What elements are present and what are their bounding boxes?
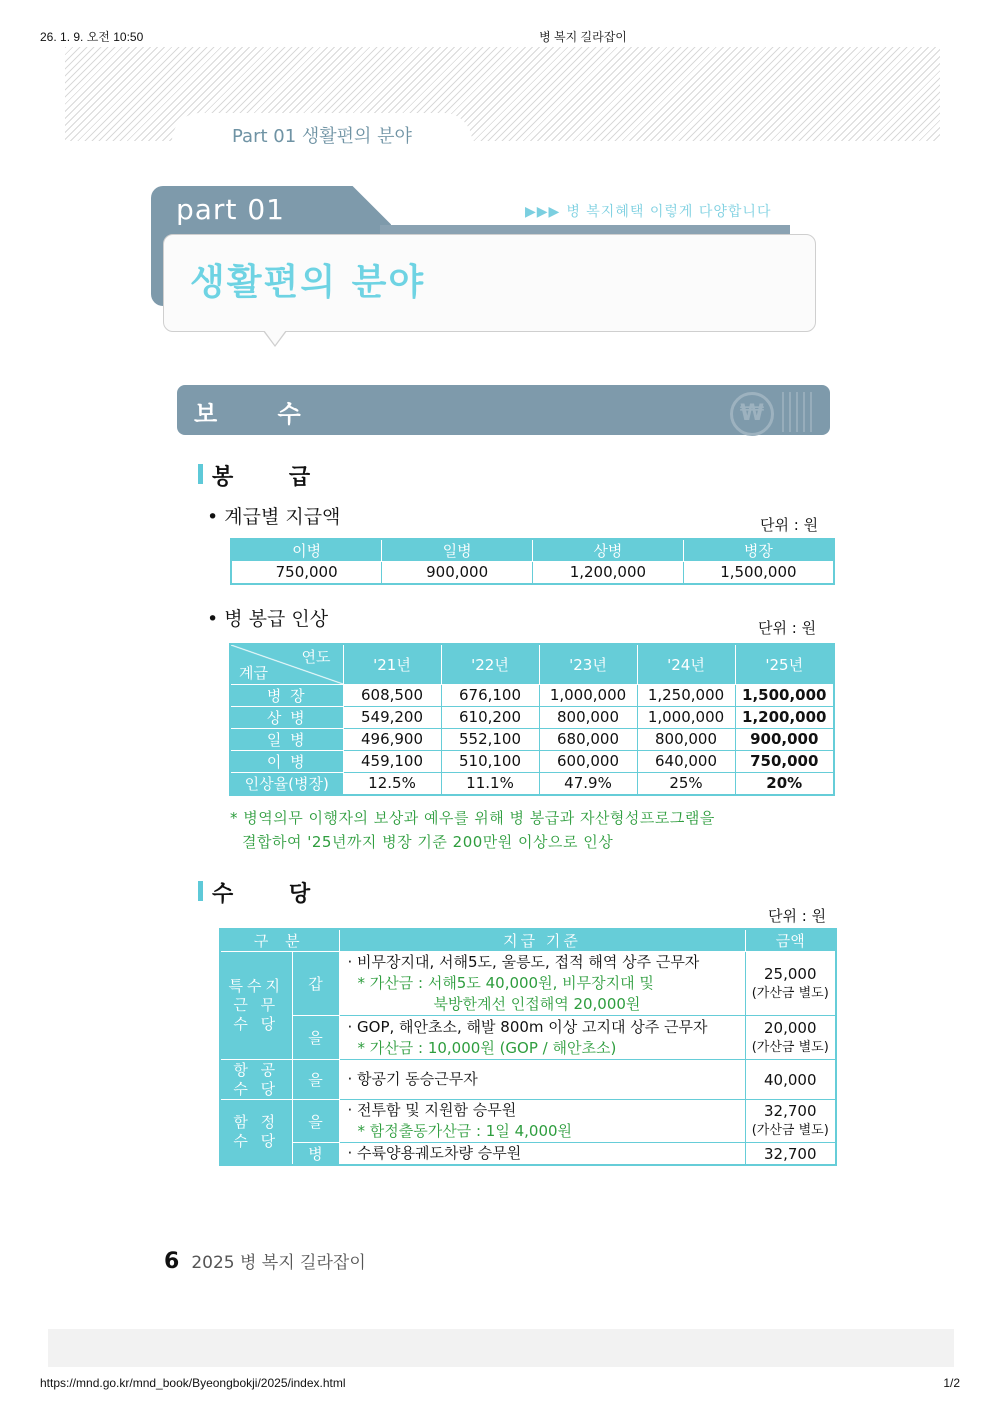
- amount-cell: [745, 1100, 836, 1143]
- allowance-table: [219, 928, 837, 1166]
- allowance-header: 지급 기준: [339, 929, 745, 952]
- table-corner-cell: [230, 644, 343, 684]
- criteria-note: * 가산금 : 서해5도 40,000원, 비무장지대 및: [357, 974, 654, 992]
- row-header: 병 장: [230, 684, 343, 706]
- table-cell: 900,000: [735, 728, 834, 750]
- year-header: '21년: [343, 644, 441, 684]
- allowance-header: 구 분: [220, 929, 339, 952]
- table-cell: 610,200: [441, 706, 539, 728]
- group-line: 수 당: [233, 1132, 280, 1150]
- sub-grade: 을: [292, 1016, 339, 1060]
- sub-grade: 을: [292, 1060, 339, 1100]
- grade-pay-table: [230, 538, 835, 585]
- group-line: 수 당: [233, 1079, 280, 1098]
- arrows-icon: ▶▶▶: [525, 204, 561, 220]
- amount-cell: [745, 1016, 836, 1060]
- allowance-header: 금액: [745, 929, 836, 952]
- row-header: 상 병: [230, 706, 343, 728]
- unit-label-sudang: 단위 : 원: [768, 907, 827, 925]
- table-row: [230, 706, 834, 728]
- table-cell: 1,000,000: [637, 706, 735, 728]
- amount-note: (가산금 별도): [751, 985, 829, 1001]
- group-line: 근 무: [233, 996, 280, 1014]
- print-datetime: 26. 1. 9. 오전 10:50: [40, 30, 144, 44]
- print-footer: [40, 1376, 960, 1392]
- criteria-cell: [339, 952, 745, 1016]
- bullet-raise: • 병 봉급 인상: [207, 608, 329, 630]
- table-cell: 640,000: [637, 750, 735, 772]
- print-page-count: 1/2: [943, 1376, 960, 1390]
- table-cell: 600,000: [539, 750, 637, 772]
- criteria-note: * 함정출동가산금 : 1일 4,000원: [357, 1122, 573, 1140]
- pay-raise-note: [230, 806, 715, 854]
- table-cell: 1,250,000: [637, 684, 735, 706]
- unit-label-grade-pay: 단위 : 원: [760, 516, 819, 534]
- amount-value: 25,000: [764, 964, 817, 983]
- row-header: 이 병: [230, 750, 343, 772]
- year-header: '23년: [539, 644, 637, 684]
- table-cell: 676,100: [441, 684, 539, 706]
- table-cell: 800,000: [637, 728, 735, 750]
- part-label: part 01: [176, 193, 285, 226]
- table-row: [220, 952, 836, 1016]
- criteria-line: · 항공기 동승근무자: [347, 1070, 478, 1088]
- heading-sudang: 수 당: [212, 877, 334, 908]
- table-cell: 496,900: [343, 728, 441, 750]
- amount-value: 32,700: [764, 1102, 817, 1120]
- criteria-cell: [339, 1060, 745, 1100]
- corner-grade-label: 계급: [239, 663, 268, 682]
- group-aviation: [220, 1060, 292, 1100]
- table-cell: 47.9%: [539, 772, 637, 795]
- table-cell: 549,200: [343, 706, 441, 728]
- section-tab-label: Part 01 생활편의 분야: [232, 126, 412, 147]
- year-header: '24년: [637, 644, 735, 684]
- table-cell: 608,500: [343, 684, 441, 706]
- table-cell: 11.1%: [441, 772, 539, 795]
- table-cell: 800,000: [539, 706, 637, 728]
- table-cell: 552,100: [441, 728, 539, 750]
- unit-label-raise: 단위 : 원: [758, 619, 817, 637]
- table-cell: 1,500,000: [735, 684, 834, 706]
- year-header: '22년: [441, 644, 539, 684]
- bottom-band: [48, 1329, 954, 1367]
- grade-header: 이병: [231, 539, 382, 562]
- criteria-line: · 수륙양용궤도차량 승무원: [347, 1144, 522, 1162]
- note-line: * 병역의무 이행자의 보상과 예우를 위해 병 봉급과 자산형성프로그램을: [230, 809, 715, 827]
- criteria-note: 북방한계선 인접해역 20,000원: [433, 995, 641, 1013]
- criteria-line: · 전투함 및 지원함 승무원: [347, 1101, 517, 1119]
- amount-cell: [745, 1143, 836, 1166]
- table-cell: 12.5%: [343, 772, 441, 795]
- page-footer: [164, 1248, 366, 1274]
- bullet-grade-pay: • 계급별 지급액: [207, 506, 341, 528]
- amount-cell: [745, 952, 836, 1016]
- table-cell: 459,100: [343, 750, 441, 772]
- amount-note: (가산금 별도): [751, 1039, 829, 1055]
- amount-value: 20,000: [764, 1018, 817, 1037]
- grade-pay-value: 1,200,000: [533, 562, 684, 584]
- row-header: 인상율(병장): [230, 772, 343, 795]
- group-line: 항 공: [233, 1060, 280, 1079]
- pay-raise-table: [229, 643, 835, 796]
- title-box-tail: [263, 331, 287, 347]
- book-title: 2025 병 복지 길라잡이: [191, 1253, 366, 1273]
- group-special-duty: [220, 952, 292, 1060]
- table-cell: 510,100: [441, 750, 539, 772]
- won-lines-decoration: [782, 392, 812, 432]
- part-subtitle: [525, 201, 771, 221]
- print-header: [40, 28, 960, 44]
- criteria-line: · GOP, 해안초소, 해발 800m 이상 고지대 상주 근무자: [347, 1017, 708, 1036]
- row-header: 일 병: [230, 728, 343, 750]
- table-cell: 1,200,000: [735, 706, 834, 728]
- table-cell: 20%: [735, 772, 834, 795]
- amount-note: (가산금 별도): [751, 1123, 829, 1138]
- sub-grade: 갑: [292, 952, 339, 1016]
- table-row: [230, 772, 834, 795]
- amount-value: 32,700: [764, 1144, 817, 1163]
- group-ship: [220, 1100, 292, 1166]
- grade-header: 상병: [533, 539, 684, 562]
- heading-bonggeup: 봉 급: [212, 460, 334, 491]
- print-url[interactable]: https://mnd.go.kr/mnd_book/Byeongbokji/2025/index.html: [40, 1376, 346, 1390]
- grade-pay-value: 1,500,000: [683, 562, 834, 584]
- table-row: [220, 1060, 836, 1100]
- criteria-cell: [339, 1100, 745, 1143]
- amount-cell: [745, 1060, 836, 1100]
- note-line: 결합하여 '25년까지 병장 기준 200만원 이상으로 인상: [242, 833, 614, 851]
- sub-grade: 병: [292, 1143, 339, 1166]
- corner-year-label: 연도: [301, 648, 331, 666]
- table-row: [230, 728, 834, 750]
- group-line: 수 당: [233, 1015, 280, 1033]
- table-row: [220, 1100, 836, 1143]
- table-cell: 680,000: [539, 728, 637, 750]
- page-title: 생활편의 분야: [190, 262, 426, 303]
- part-subtitle-text: 병 복지혜택 이렇게 다양합니다: [566, 204, 772, 220]
- table-cell: 25%: [637, 772, 735, 795]
- criteria-line: · 비무장지대, 서해5도, 울릉도, 접적 해역 상주 근무자: [347, 953, 700, 971]
- table-row: [220, 1143, 836, 1166]
- year-header: '25년: [735, 644, 834, 684]
- won-icon: ₩: [730, 392, 774, 436]
- table-row: [230, 684, 834, 706]
- grade-header: 일병: [382, 539, 533, 562]
- criteria-note: * 가산금 : 10,000원 (GOP / 해안초소): [357, 1038, 617, 1057]
- table-row: [230, 750, 834, 772]
- criteria-cell: [339, 1016, 745, 1060]
- criteria-cell: [339, 1143, 745, 1166]
- sub-grade: 을: [292, 1100, 339, 1143]
- amount-value: 40,000: [764, 1070, 817, 1089]
- grade-pay-value: 900,000: [382, 562, 533, 584]
- page-number: 6: [164, 1249, 180, 1274]
- grade-header: 병장: [683, 539, 834, 562]
- print-doc-title: 병 복지 길라잡이: [539, 30, 627, 44]
- group-line: 함 정: [233, 1113, 280, 1131]
- table-cell: 1,000,000: [539, 684, 637, 706]
- table-row: [220, 1016, 836, 1060]
- section-title-bosu: 보 수: [194, 400, 327, 428]
- group-line: 특수지: [228, 977, 284, 995]
- grade-pay-value: 750,000: [231, 562, 382, 584]
- table-cell: 750,000: [735, 750, 834, 772]
